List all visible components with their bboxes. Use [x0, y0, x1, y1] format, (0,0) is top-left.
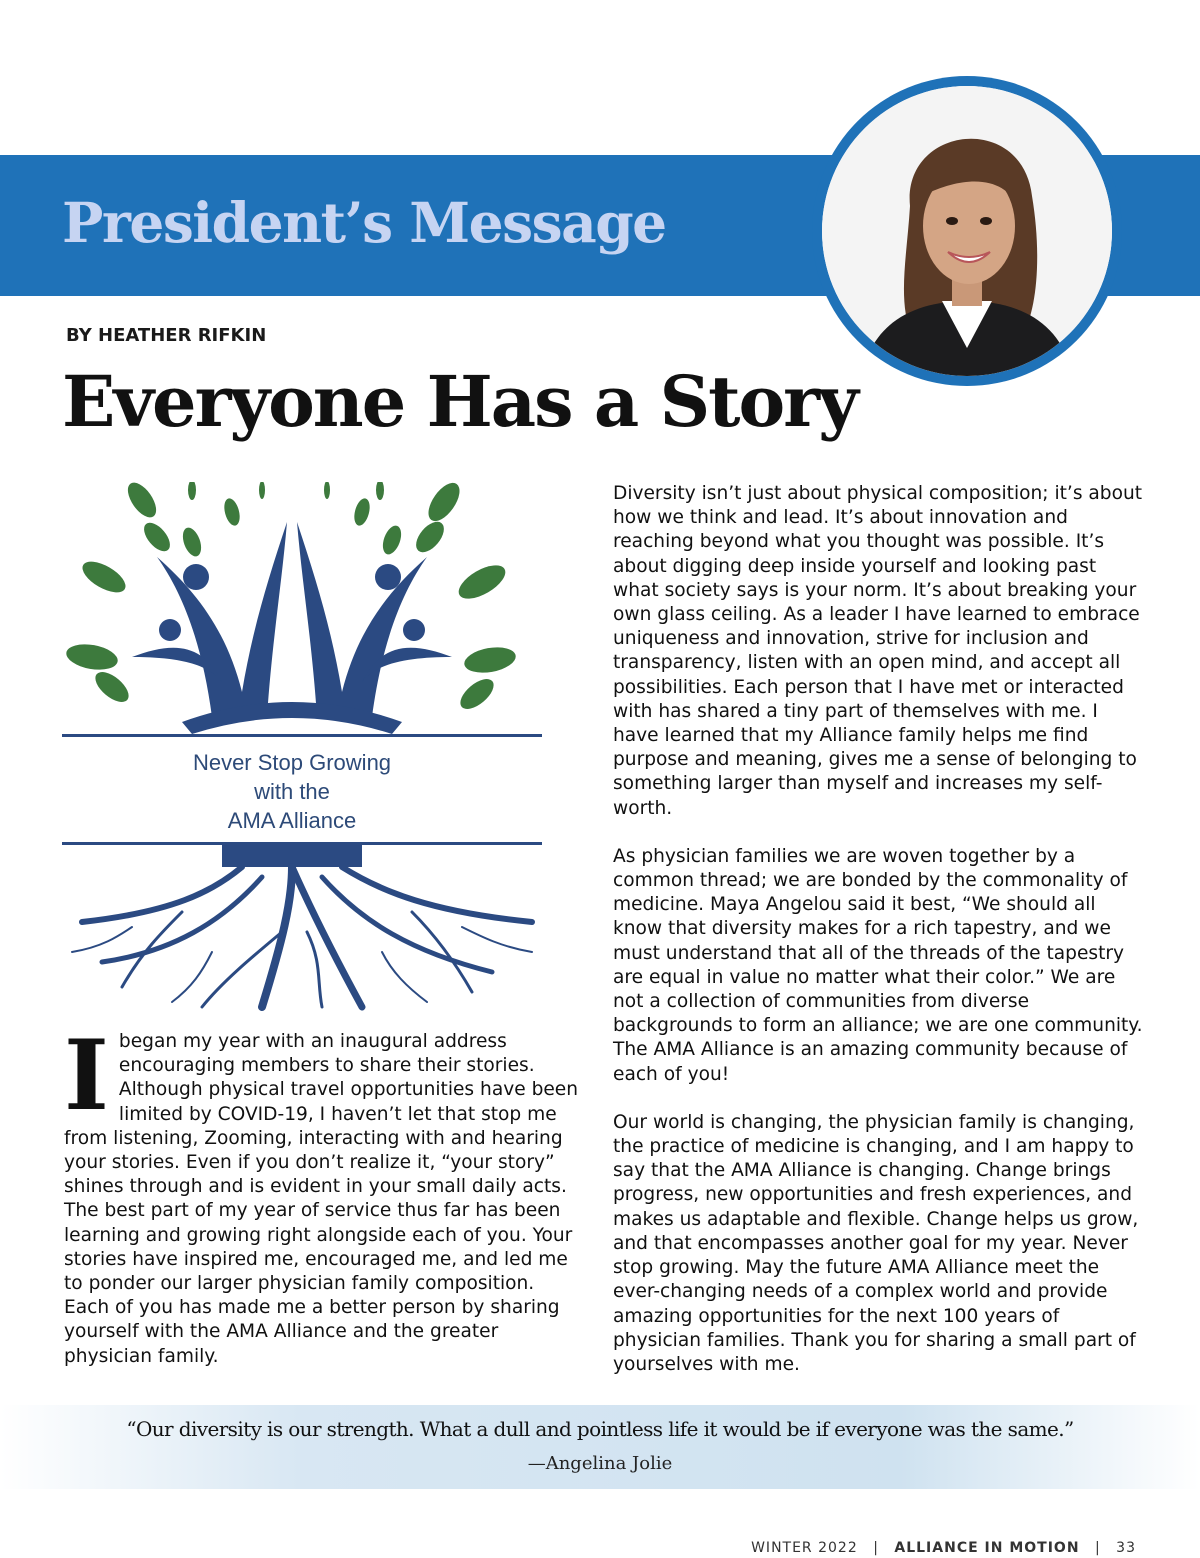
pull-quote-text: “Our diversity is our strength. What a dull and pointless life it would be if everyone was the same.”: [126, 1417, 1074, 1441]
author-portrait: [822, 86, 1112, 376]
pull-quote-attribution: —Angelina Jolie: [527, 1453, 673, 1474]
byline: BY HEATHER RIFKIN: [66, 325, 267, 346]
page-footer: [751, 1540, 1136, 1556]
article-headline: Everyone Has a Story: [62, 360, 857, 443]
logo-caption-line: AMA Alliance: [227, 808, 357, 833]
drop-cap: I: [64, 1019, 109, 1132]
footer-separator: |: [1095, 1540, 1101, 1556]
section-title: President’s Message: [62, 190, 666, 255]
logo-caption-line: Never Stop Growing: [192, 750, 392, 775]
article-paragraph: Our world is changing, the physician family is changing, the practice of medicine is changing, and I am happy to say that the AMA Alliance is changing. Change brings progress, new opportunities and fresh experiences, and makes us adaptable and flexible. Change helps us grow, and that encompasses another goal for my year. Never stop growing. May the future AMA Alliance meet the ever-changing needs of a complex world and provide amazing opportunities for the next 100 years of physician families. Thank you for sharing a small part of yourselves with me.: [613, 1111, 1139, 1375]
left-column-text: began my year with an inaugural address encouraging members to share their stories. Although physical travel opportunities have been limited by COVID-19, I haven’t let that stop me from listening, Zooming, interacting with and hearing your stories. Even if you don’t realize it, “your story” shines through and is evident in your small daily acts. The best part of my year of service thus far has been learning and growing right alongside each of you. Your stories have inspired me, encouraged me, and led me to ponder our larger physician family composition. Each of you has made me a better person by sharing yourself with the AMA Alliance and the greater physician family.: [64, 1031, 579, 1367]
alliance-tree-logo: [62, 482, 542, 1012]
footer-page-number: 33: [1116, 1540, 1136, 1556]
article-right-column: [613, 482, 1143, 1401]
article-paragraph: Diversity isn’t just about physical composition; it’s about how we think and lead. It’s about innovation and reaching beyond what you thought was possible. It’s about digging deep inside yourself and looking past what society says is your norm. It’s about breaking your own glass ceiling. As a leader I have learned to embrace uniqueness and innovation, strive for inclusion and transparency, listen with an open mind, and accept all possibilities. Each person that I have met or interacted with has shared a tiny part of themselves with me. I have learned that my Alliance family helps me find purpose and meaning, gives me a sense of belonging to something larger than myself and increases my self-worth.: [613, 483, 1143, 819]
logo-caption-line: with the: [254, 779, 330, 804]
article-left-column: [64, 1019, 584, 1369]
article-paragraph: As physician families we are woven together by a common thread; we are bonded by the commonality of medicine. Maya Angelou said it best, “We should all know that diversity makes for a rich tapestry, and we must understand that all of the threads of the tapestry are equal in value no matter what their color.” We are not a collection of communities from diverse backgrounds to form an alliance; we are one community. The AMA Alliance is an amazing community because of each of you!: [613, 845, 1143, 1085]
logo-caption: [62, 748, 522, 835]
footer-issue: WINTER 2022: [751, 1540, 858, 1556]
footer-publication: ALLIANCE IN MOTION: [894, 1540, 1080, 1556]
footer-separator: |: [873, 1540, 879, 1556]
